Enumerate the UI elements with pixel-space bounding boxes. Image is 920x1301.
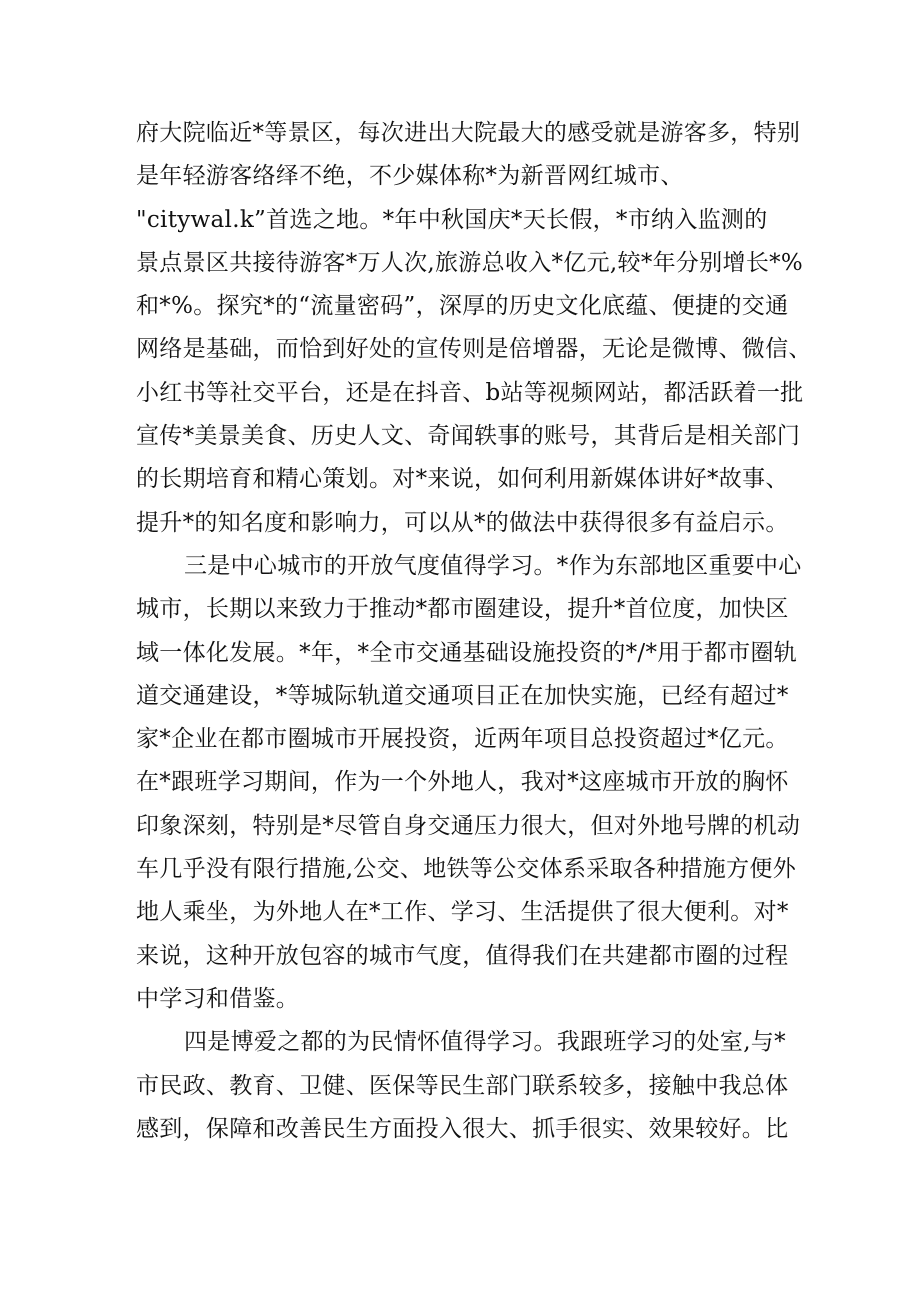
text-line: 三是中心城市的开放气度值得学习。*作为东部地区重要中心 [184, 552, 802, 579]
text-line: 家*企业在都市圈城市开展投资，近两年项目总投资超过*亿元。 [136, 726, 789, 753]
text-line: 府大院临近*等景区，每次进出大院最大的感受就是游客多，特别 [136, 120, 801, 146]
text-line: 四是博爱之都的为民情怀值得学习。我跟班学习的处室,与* [184, 1029, 786, 1056]
document-body [136, 112, 812, 1151]
text-line: 是年轻游客络绎不绝，不少媒体称*为新晋网红城市、 [136, 163, 684, 190]
text-line: 宣传*美景美食、历史人文、奇闻轶事的账号，其背后是相关部门 [136, 423, 801, 450]
text-line: 来说，这种开放包容的城市气度，值得我们在共建都市圈的过程 [136, 942, 789, 969]
text-line: 车几乎没有限行措施,公交、地铁等公交体系采取各种措施方便外 [136, 856, 797, 883]
text-line: 道交通建设，*等城际轨道交通项目正在加快实施，已经有超过* [136, 682, 789, 709]
text-line: 在*跟班学习期间，作为一个外地人，我对*这座城市开放的胸怀 [136, 769, 789, 796]
text-line: 感到，保障和改善民生方面投入很大、抓手很实、效果较好。比 [136, 1115, 789, 1142]
text-line: 和*%。探究*的“流量密码”，深厚的历史文化底蕴、便捷的交通 [136, 293, 789, 320]
text-line: 的长期培育和精心策划。对*来说，如何利用新媒体讲好*故事、 [136, 466, 789, 493]
text-line: 景点景区共接待游客*万人次,旅游总收入*亿元,较*年分别增长*% [136, 249, 804, 276]
text-line: 网络是基础，而恰到好处的宣传则是倍增器，无论是微博、微信、 [136, 336, 812, 363]
text-line: 提升*的知名度和影响力，可以从*的做法中获得很多有益启示。 [136, 509, 789, 536]
text-line: 城市，长期以来致力于推动*都市圈建设，提升*首位度，加快区 [136, 596, 789, 623]
text-line: 市民政、教育、卫健、医保等民生部门联系较多，接触中我总体 [136, 1072, 789, 1099]
text-line: "citywal.k”首选之地。*年中秋国庆*天长假，*市纳入监测的 [136, 206, 768, 233]
text-line: 地人乘坐，为外地人在*工作、学习、生活提供了很大便利。对* [136, 899, 789, 926]
text-line: 小红书等社交平台，还是在抖音、b站等视频网站，都活跃着一批 [136, 379, 804, 406]
text-line: 中学习和借鉴。 [136, 985, 300, 1012]
text-line: 印象深刻，特别是*尽管自身交通压力很大，但对外地号牌的机动 [136, 812, 801, 839]
text-line: 域一体化发展。*年，*全市交通基础设施投资的*/*用于都市圈轨 [136, 639, 798, 666]
